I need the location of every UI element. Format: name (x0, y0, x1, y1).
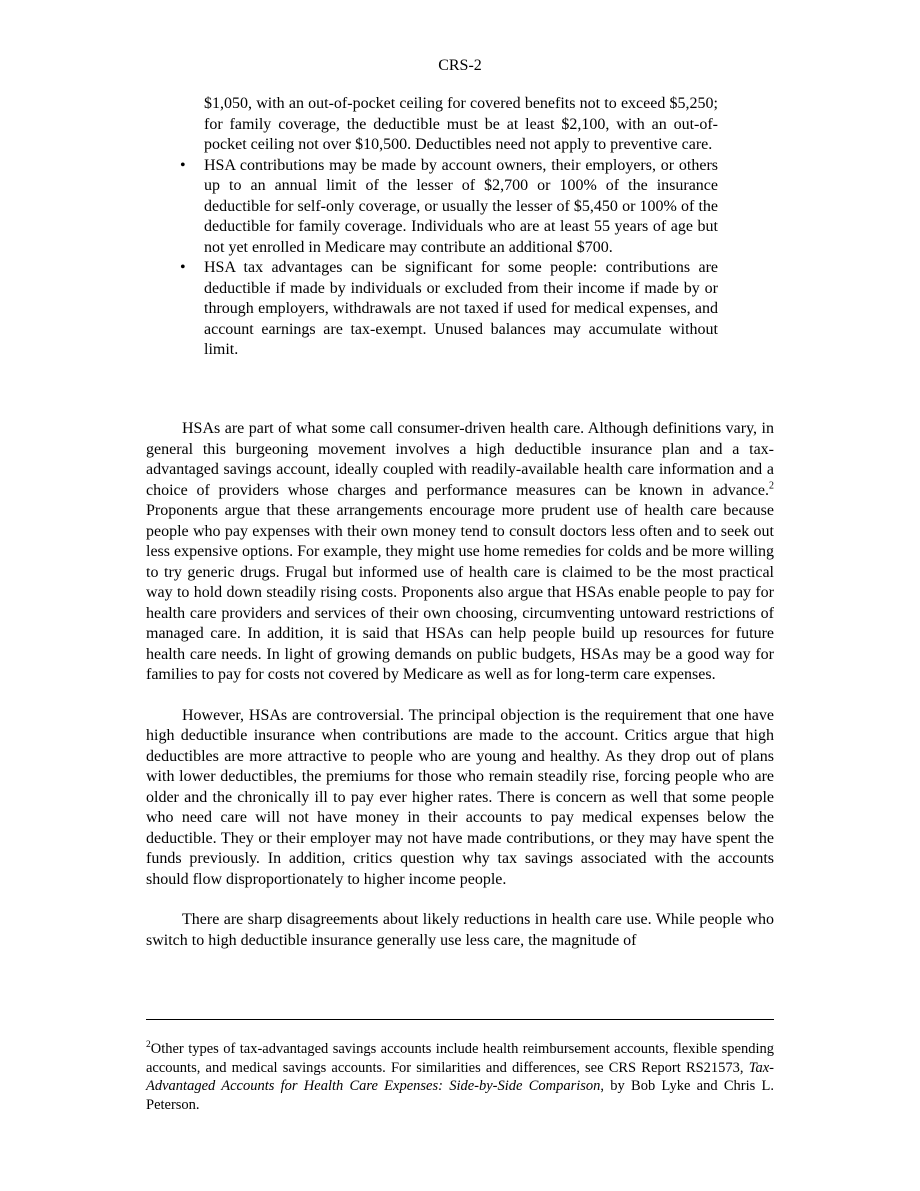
paragraph-text: Proponents argue that these arrangements encourage more prudent use of health care because people who pay expenses with their own money tend to consult doctors less often and to seek out less expensive options. For example, they might use home remedies for colds and be more willing to try generic drugs. Frugal but informed use of health care is claimed to be the most practical way to hold down steadily rising costs. Proponents also argue that HSAs enable people to pay for health care providers and services of their own choosing, circumventing untoward restrictions of managed care. In addition, it is said that HSAs can help people build up resources for future health care needs. In light of growing demands on public budgets, HSAs may be a good way for families to pay for costs not covered by Medicare as well as for long-term care expenses. (146, 502, 774, 683)
body-text (146, 419, 774, 971)
list-item (146, 258, 776, 361)
bullet-text: $1,050, with an out-of-pocket ceiling for covered benefits not to exceed $5,250; for family coverage, the deductible must be at least $2,100, with an out-of-pocket ceiling not over $10,500. Deductibles need not apply to preventive care. (204, 95, 718, 153)
bullet-marker: • (180, 156, 186, 174)
bullet-text: HSA contributions may be made by account owners, their employers, or others up to an annual limit of the lesser of $2,700 or 100% of the insurance deductible for self-only coverage, or usually the lesser of $5,450 or 100% of the deductible for family coverage. Individuals who are at least 55 years of age but not yet enrolled in Medicare may contribute an additional $700. (204, 156, 718, 256)
footnote-divider (146, 1019, 774, 1020)
bullet-list (146, 94, 776, 361)
paragraph-disagreements: There are sharp disagreements about likely reductions in health care use. While people who switch to high deductible insurance generally use less care, the magnitude of (146, 911, 774, 949)
bullet-text: HSA tax advantages can be significant for some people: contributions are deductible if made by individuals or excluded from their income if made by or through employers, withdrawals are not taxed if used for medical expenses, and account earnings are tax-exempt. Unused balances may accumulate without limit. (204, 259, 718, 358)
footnote-report-title: Tax-Advantaged Accounts for Health Care Expenses: Side-by-Side Comparison (146, 1059, 774, 1094)
footnote (146, 1040, 774, 1114)
list-item (146, 156, 776, 259)
footnote-text: , by Bob Lyke and Chris L. Peterson. (146, 1078, 774, 1113)
footnote-text: Other types of tax-advantaged savings accounts include health reimbursement accounts, flexible spending accounts, and medical savings accounts. For similarities and differences, see CRS Report RS21573, (146, 1041, 774, 1076)
list-item (146, 94, 776, 156)
footnote-reference[interactable]: 2 (769, 480, 774, 492)
page-header: CRS-2 (438, 57, 482, 74)
footnote-number: 2 (146, 1040, 151, 1051)
paragraph-text: HSAs are part of what some call consumer-driven health care. Although definitions vary, in general this burgeoning movement involves a high deductible insurance plan and a tax-advantaged savings account, ideally coupled with readily-available health care information and a choice of providers whose charges and performance measures can be known in advance. (146, 420, 774, 499)
paragraph-consumer-driven (146, 419, 774, 686)
paragraph-controversy: However, HSAs are controversial. The principal objection is the requirement that one have high deductible insurance when contributions are made to the account. Critics argue that high deductibles are more attractive to people who are young and healthy. As they drop out of plans with lower deductibles, the premiums for those who remain steadily rise, forcing people who are older and the chronically ill to pay ever higher rates. There is concern as well that some people who need care will not have money in their accounts to pay medical expenses below the deductible. They or their employer may not have made contributions, or they may have spent the funds previously. In addition, critics question why tax savings associated with the accounts should flow disproportionately to higher income people. (146, 706, 774, 888)
bullet-marker: • (180, 259, 186, 276)
